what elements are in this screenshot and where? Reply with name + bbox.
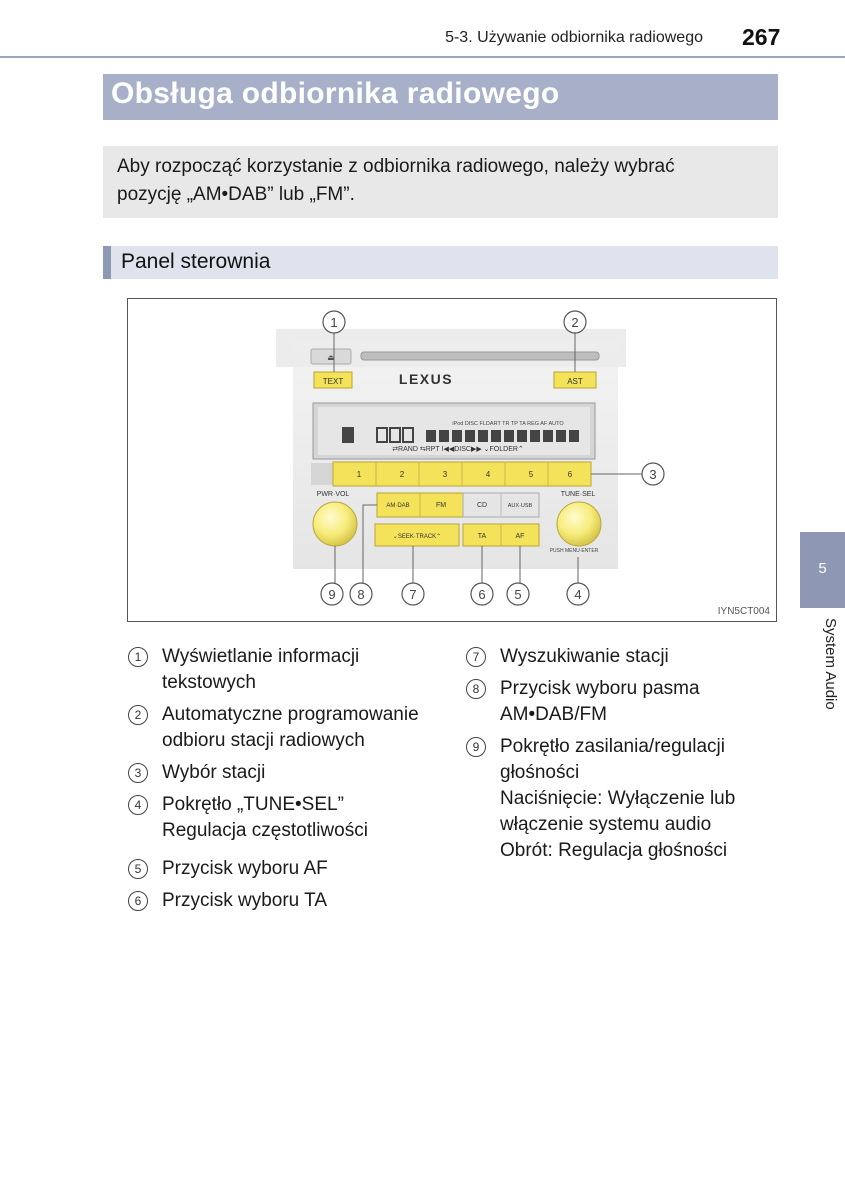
legend-line: Pokrętło „TUNE•SEL” bbox=[162, 794, 344, 815]
preset-2: 2 bbox=[399, 470, 405, 479]
preset-bar-left-trim bbox=[311, 463, 333, 485]
legend-number-7: 7 bbox=[466, 647, 486, 667]
callout-7: 7 bbox=[409, 587, 417, 602]
title-bar bbox=[103, 74, 778, 120]
subsection-bar bbox=[103, 246, 778, 279]
display-top-labels: iPod DISC FLDART TR TP TA REG AF AUTO bbox=[452, 421, 564, 427]
preset-6: 6 bbox=[567, 470, 573, 479]
legend-number-3: 3 bbox=[128, 763, 148, 783]
legend-number-6: 6 bbox=[128, 891, 148, 911]
eject-icon: ⏏ bbox=[327, 353, 335, 362]
menu-enter-label: PUSH MENU·ENTER bbox=[549, 548, 599, 554]
chapter-label: System Audio bbox=[822, 618, 839, 710]
subsection-title: Panel sterownia bbox=[121, 250, 271, 273]
callout-1: 1 bbox=[330, 315, 338, 330]
af-button-label: AF bbox=[515, 533, 525, 540]
legend-number-4: 4 bbox=[128, 795, 148, 815]
display-bottom-labels: ⇄RAND ⇆RPT I◀◀DISC▶▶ ⌄FOLDER⌃ bbox=[392, 446, 524, 453]
legend-line: Przycisk wyboru pasma bbox=[500, 678, 700, 699]
intro-line-2: pozycję „AM•DAB” lub „FM”. bbox=[117, 184, 355, 205]
page-title: Obsługa odbiornika radiowego bbox=[111, 77, 560, 110]
legend-text-2 bbox=[162, 702, 419, 754]
preset-5: 5 bbox=[528, 470, 534, 479]
figure-code: IYN5CT004 bbox=[717, 606, 770, 617]
control-panel-figure bbox=[127, 298, 777, 622]
legend-number-9: 9 bbox=[466, 737, 486, 757]
legend-text-9 bbox=[500, 734, 735, 864]
legend-number-2: 2 bbox=[128, 705, 148, 725]
am-dab-button-label: AM·DAB bbox=[386, 503, 410, 509]
chapter-number: 5 bbox=[818, 560, 827, 577]
legend-line: Pokrętło zasilania/regulacji bbox=[500, 736, 725, 757]
text-button-label: TEXT bbox=[322, 377, 344, 386]
ast-button-label: AST bbox=[567, 377, 583, 386]
legend-number-5: 5 bbox=[128, 859, 148, 879]
legend-text-4 bbox=[162, 792, 368, 844]
callout-4: 4 bbox=[574, 587, 582, 602]
legend-text-1 bbox=[162, 644, 359, 696]
callout-5: 5 bbox=[514, 587, 522, 602]
callout-9: 9 bbox=[328, 587, 336, 602]
legend-line: głośności bbox=[500, 762, 580, 783]
running-header-section: 5-3. Używanie odbiornika radiowego bbox=[445, 29, 703, 46]
preset-3: 3 bbox=[442, 470, 448, 479]
legend-line: Obrót: Regulacja głośności bbox=[500, 840, 728, 861]
header-rule bbox=[0, 56, 845, 58]
legend-text-5: Przycisk wyboru AF bbox=[162, 858, 328, 879]
seek-track-label: ⌄SEEK·TRACK⌃ bbox=[392, 534, 442, 540]
legend-number-8: 8 bbox=[466, 679, 486, 699]
aux-button-label: AUX·USB bbox=[507, 503, 533, 509]
intro-line-1: Aby rozpocząć korzystanie z odbiornika radiowego, należy wybrać bbox=[117, 156, 675, 177]
preset-4: 4 bbox=[485, 470, 491, 479]
legend-text-8 bbox=[500, 676, 700, 728]
legend-text-3: Wybór stacji bbox=[162, 762, 266, 783]
callout-8: 8 bbox=[357, 587, 365, 602]
legend-line: AM•DAB/FM bbox=[500, 704, 607, 725]
fm-button-label: FM bbox=[435, 502, 447, 509]
legend-line: tekstowych bbox=[162, 672, 256, 693]
legend-line: Wyświetlanie informacji bbox=[162, 646, 360, 667]
intro-box bbox=[103, 146, 778, 218]
ta-button-label: TA bbox=[477, 533, 487, 540]
cd-slot bbox=[361, 352, 599, 360]
callout-2: 2 bbox=[571, 315, 579, 330]
brand-logo: LEXUS bbox=[398, 371, 454, 387]
legend-text-6: Przycisk wyboru TA bbox=[162, 890, 328, 911]
tune-sel-label: TUNE·SEL bbox=[560, 491, 596, 498]
legend-line: włączenie systemu audio bbox=[500, 814, 712, 835]
legend-text-7: Wyszukiwanie stacji bbox=[500, 646, 669, 667]
callout-6: 6 bbox=[478, 587, 486, 602]
callout-3: 3 bbox=[649, 467, 657, 482]
chapter-tab bbox=[800, 532, 845, 608]
legend-line: Naciśnięcie: Wyłączenie lub bbox=[500, 788, 736, 809]
cd-button-label: CD bbox=[476, 502, 488, 509]
radio-panel-illustration bbox=[128, 299, 777, 622]
legend-line: odbioru stacji radiowych bbox=[162, 730, 365, 751]
legend-line: Regulacja częstotliwości bbox=[162, 820, 368, 841]
tune-sel-knob bbox=[557, 502, 601, 546]
pwr-vol-knob bbox=[313, 502, 357, 546]
display-digit bbox=[342, 427, 354, 443]
legend-line: Automatyczne programowanie bbox=[162, 704, 419, 725]
pwr-vol-label: PWR·VOL bbox=[316, 491, 350, 498]
legend-number-1: 1 bbox=[128, 647, 148, 667]
page-number: 267 bbox=[742, 24, 781, 50]
preset-1: 1 bbox=[356, 470, 362, 479]
